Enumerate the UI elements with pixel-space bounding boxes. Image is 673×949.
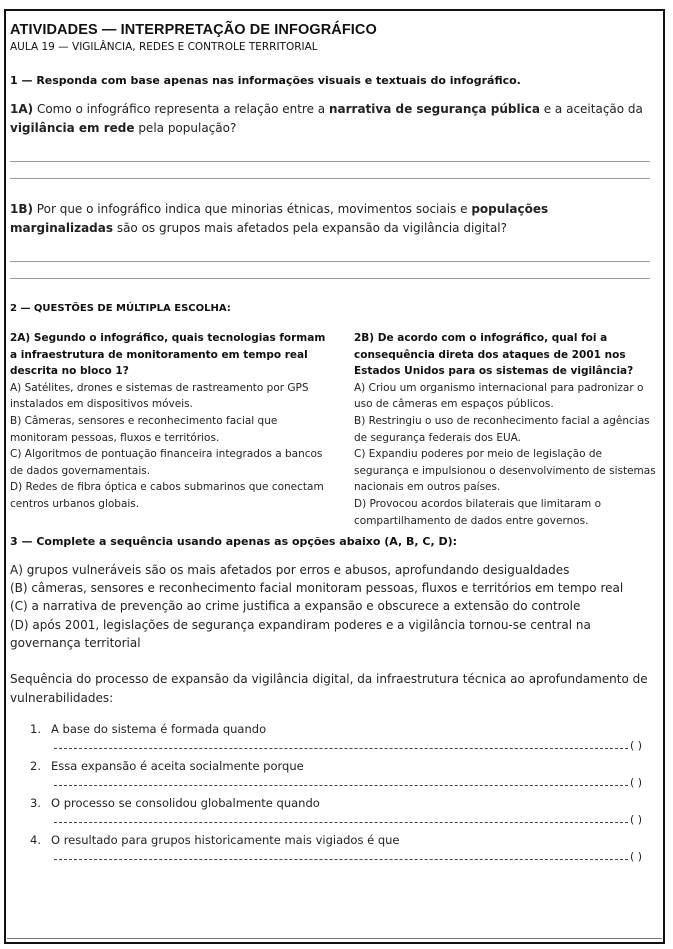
sequence-item-1 [10,722,650,759]
sequence-item-text: O resultado para grupos historicamente mais vigiados é que [51,833,400,848]
question-1a-bold-b: vigilância em rede [10,121,135,135]
sequence-instruction: Sequência do processo de expansão da vigilância digital, da infraestrutura técnica ao aprofundamento de vulnerabilidades: [10,672,648,706]
answer-line-1b-1[interactable] [10,261,650,262]
sequence-answer-box[interactable]: ( ) [630,739,643,753]
multiple-choice-grid [10,330,656,528]
sequence-option-b: (B) câmeras, sensores e reconhecimento facial monitoram pessoas, fluxos e territórios em tempo real [10,581,624,596]
sequence-answer-line[interactable] [54,785,628,786]
question-2a-option-a[interactable]: A) Satélites, drones e sistemas de rastreamento por GPS instalados em dispositivos móveis. [10,381,309,411]
question-2b-option-d[interactable]: D) Provocou acordos bilaterais que limitaram o compartilhamento de dados entre governos. [354,497,602,527]
sequence-item-3 [10,796,650,833]
sequence-item-number: 4. [30,833,41,848]
sequence-answer-line[interactable] [54,748,628,749]
question-1b-text-b: são os grupos mais afetados pela expansão da vigilância digital? [113,221,508,235]
sequence-options [10,561,650,652]
sequence-item-2 [10,759,650,796]
question-1b-bold-a: populações marginalizadas [10,202,549,235]
sequence-answer-box[interactable]: ( ) [630,850,643,864]
sequence-items [10,722,650,870]
sequence-option-d: (D) após 2001, legislações de segurança expandiram poderes e a vigilância tornou-se central na governança territorial [10,617,591,650]
section1-heading: 1 — Responda com base apenas nas informações visuais e textuais do infográfico. [10,74,521,87]
question-2a-text: 2A) Segundo o infográfico, quais tecnologias formam a infraestrutura de monitoramento em tempo real descrita no bloco 1? [10,332,326,378]
question-1b-label: 1B) [10,202,33,216]
sequence-item-text: O processo se consolidou globalmente quando [51,796,320,811]
sequence-option-a: A) grupos vulneráveis são os mais afetados por erros e abusos, aprofundando desigualdades [10,563,570,577]
sequence-answer-line[interactable] [54,859,628,860]
sequence-item-number: 1. [30,722,41,737]
sequence-answer-box[interactable]: ( ) [630,776,643,790]
worksheet-subtitle: AULA 19 — VIGILÂNCIA, REDES E CONTROLE TERRITORIAL [10,41,318,53]
question-1a-text-b: e a aceitação da [539,102,643,116]
section3-heading: 3 — Complete a sequência usando apenas as opções abaixo (A, B, C, D): [10,535,458,548]
sequence-item-4 [10,833,650,870]
question-1b [10,200,650,238]
question-2a [10,330,328,513]
sequence-item-number: 3. [30,796,41,811]
answer-line-1a-1[interactable] [10,161,650,162]
sequence-item-number: 2. [30,759,41,774]
question-2b [354,330,657,529]
sequence-item-text: Essa expansão é aceita socialmente porque [51,759,304,774]
question-2b-option-a[interactable]: A) Criou um organismo internacional para padronizar o uso de câmeras em espaços públicos. [354,381,644,411]
question-1a-label: 1A) [10,102,34,116]
sequence-item-text: A base do sistema é formada quando [51,722,267,737]
question-2a-option-c[interactable]: C) Algoritmos de pontuação financeira integrados a bancos de dados governamentais. [10,448,323,477]
question-1a-text-c: pela população? [134,121,237,135]
sequence-answer-line[interactable] [54,822,628,823]
question-2b-text: 2B) De acordo com o infográfico, qual foi a consequência direta dos ataques de 2001 nos Estados Unidos para os sistemas de vigilância? [354,332,634,378]
answer-line-1a-2[interactable] [10,178,650,179]
question-1a-text-a: Como o infográfico representa a relação entre a [33,102,329,116]
worksheet-title: ATIVIDADES — INTERPRETAÇÃO DE INFOGRÁFICO [10,22,377,38]
question-2b-option-b[interactable]: B) Restringiu o uso de reconhecimento facial a agências de segurança federais dos EUA. [354,414,650,444]
page-bottom-edge [7,938,662,939]
question-2b-option-c[interactable]: C) Expandiu poderes por meio de legislação de segurança e impulsionou o desenvolvimento de sistemas nacionais em outros países. [354,448,656,494]
sequence-option-c: (C) a narrativa de prevenção ao crime justifica a expansão e obscurece a extensão do controle [10,599,581,614]
question-1a [10,100,650,138]
question-2a-option-d[interactable]: D) Redes de fibra óptica e cabos submarinos que conectam centros urbanos globais. [10,481,324,510]
worksheet-content [10,22,656,870]
answer-line-1b-2[interactable] [10,278,650,279]
question-1b-text-a: Por que o infográfico indica que minorias étnicas, movimentos sociais e [32,202,472,216]
question-2a-option-b[interactable]: B) Câmeras, sensores e reconhecimento facial que monitoram pessoas, fluxos e territórios. [10,414,278,444]
section2-heading: 2 — QUESTÕES DE MÚLTIPLA ESCOLHA: [10,303,231,314]
question-1a-bold-a: narrativa de segurança pública [328,102,540,116]
sequence-answer-box[interactable]: ( ) [630,813,643,827]
